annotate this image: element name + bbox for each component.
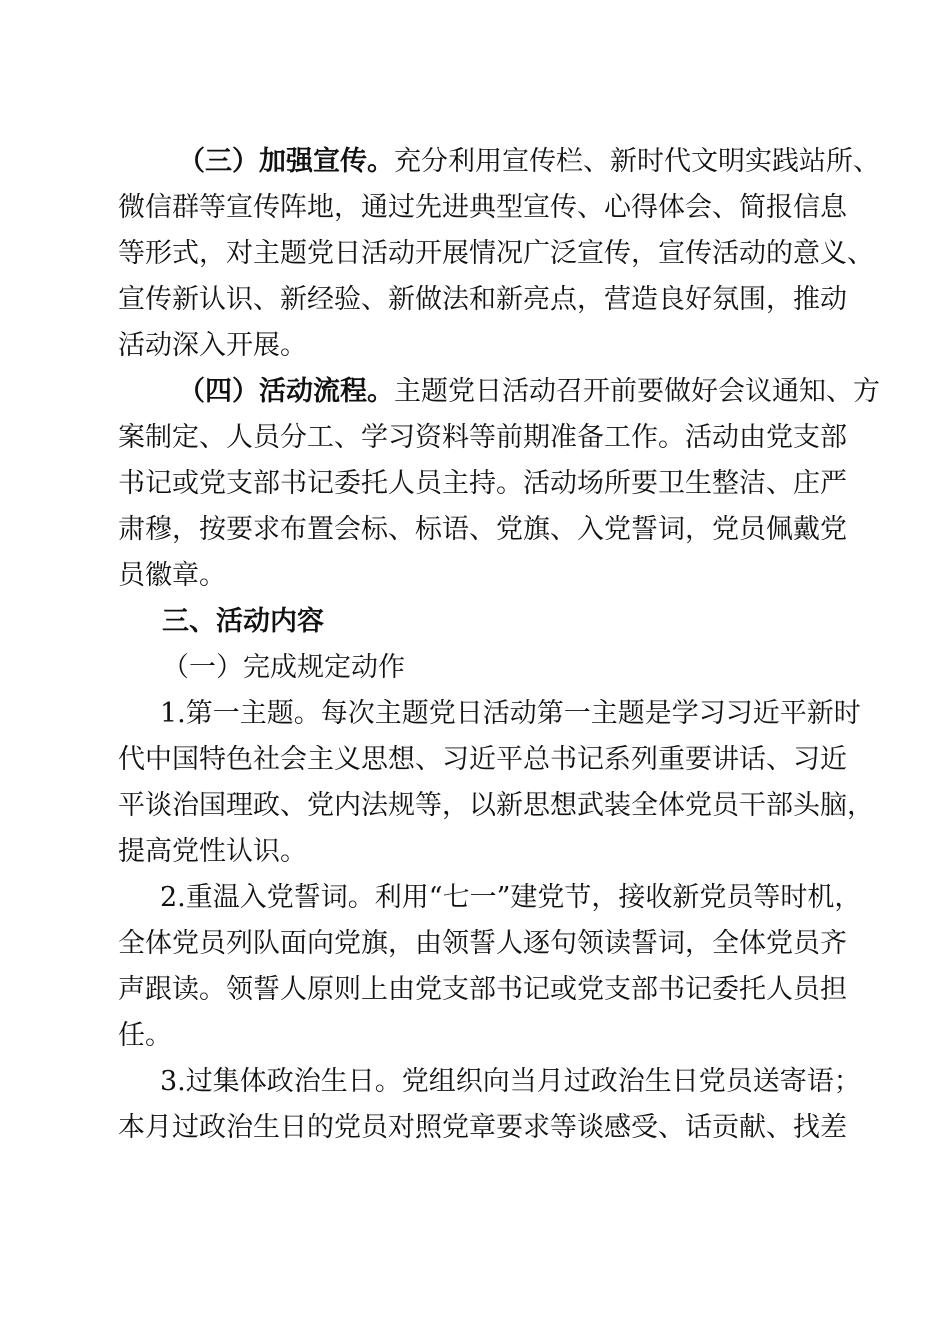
item-1-line-4: 提高党性认识。 — [118, 836, 307, 867]
item-1-line-2: 代中国特色社会主义思想、习近平总书记系列重要讲话、习近 — [118, 744, 847, 775]
section-3-line-2: 微信群等宣传阵地，通过先进典型宣传、心得体会、简报信息 — [118, 192, 847, 223]
section-4-line-3: 书记或党支部书记委托人员主持。活动场所要卫生整洁、庄严 — [118, 468, 847, 499]
section-4-line-1 — [178, 372, 880, 412]
section-3-heading: （三）加强宣传。 — [178, 146, 394, 177]
item-2-line-4: 任。 — [118, 1020, 172, 1051]
section-4-line-1-text: 主题党日活动召开前要做好会议通知、方 — [394, 376, 880, 407]
section-3-line-1-text: 充分利用宣传栏、新时代文明实践站所、 — [394, 146, 880, 177]
item-2-line-1: 2.重温入党誓词。利用“七一”建党节，接收新党员等时机， — [160, 882, 862, 913]
section-3-line-5: 活动深入开展。 — [118, 330, 307, 361]
item-3-line-1: 3.过集体政治生日。党组织向当月过政治生日党员送寄语； — [160, 1066, 861, 1097]
section-4-heading: （四）活动流程。 — [178, 376, 394, 407]
section-3-line-4: 宣传新认识、新经验、新做法和新亮点，营造良好氛围，推动 — [118, 284, 847, 315]
part-3-subheading-1: （一）完成规定动作 — [162, 652, 405, 683]
item-2-line-2: 全体党员列队面向党旗，由领誓人逐句领读誓词，全体党员齐 — [118, 928, 847, 959]
item-1-line-1: 1.第一主题。每次主题党日活动第一主题是学习习近平新时 — [160, 698, 861, 729]
section-4-line-5: 员徽章。 — [118, 560, 226, 591]
item-1-line-3: 平谈治国理政、党内法规等，以新思想武装全体党员干部头脑， — [118, 790, 874, 821]
item-3-line-2: 本月过政治生日的党员对照党章要求等谈感受、话贡献、找差 — [118, 1112, 847, 1143]
section-4-line-4: 肃穆，按要求布置会标、标语、党旗、入党誓词，党员佩戴党 — [118, 514, 847, 545]
item-2-line-3: 声跟读。领誓人原则上由党支部书记或党支部书记委托人员担 — [118, 974, 847, 1005]
section-3-line-1 — [178, 142, 880, 182]
section-3-line-3: 等形式，对主题党日活动开展情况广泛宣传，宣传活动的意义、 — [118, 238, 874, 269]
part-3-title: 三、活动内容 — [162, 606, 324, 637]
section-4-line-2: 案制定、人员分工、学习资料等前期准备工作。活动由党支部 — [118, 422, 847, 453]
